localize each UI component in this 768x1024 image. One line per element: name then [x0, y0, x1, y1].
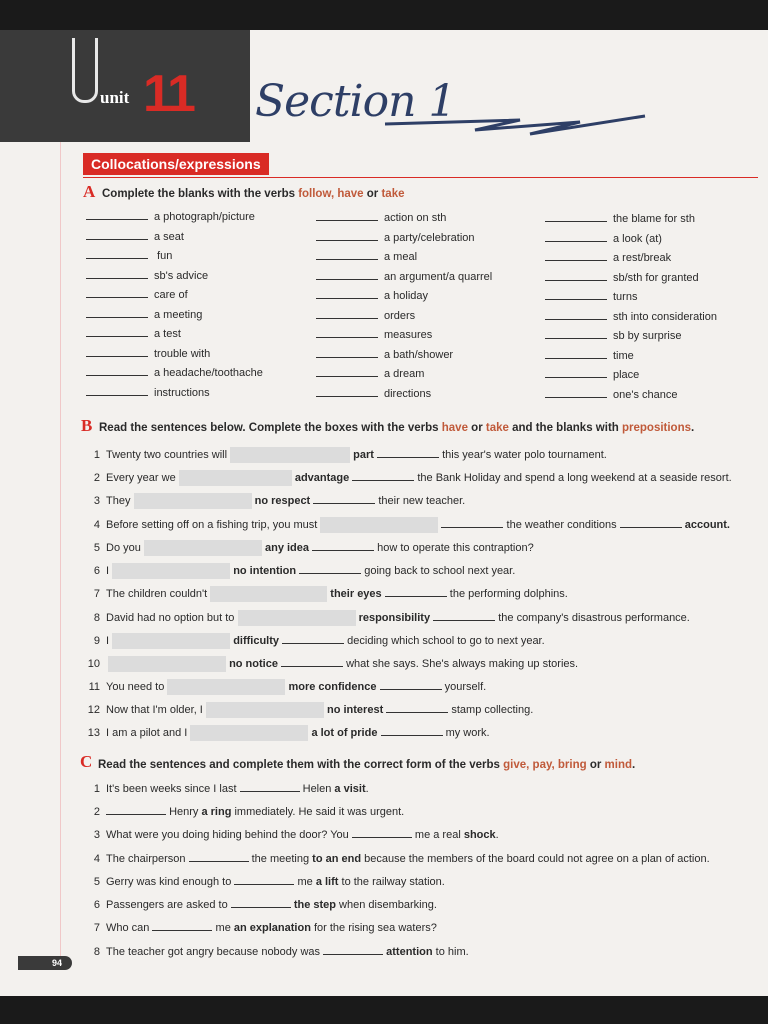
collocation-row — [545, 308, 717, 328]
answer-box[interactable] — [320, 517, 438, 533]
answer-blank[interactable] — [545, 386, 607, 398]
collocation-row — [86, 306, 263, 326]
answer-blank[interactable] — [323, 943, 383, 955]
answer-box[interactable] — [179, 470, 292, 486]
exercise-row — [82, 539, 534, 556]
answer-blank[interactable] — [316, 248, 378, 260]
exercise-row — [82, 943, 469, 958]
collocation-text: place — [613, 369, 640, 381]
exercise-row — [82, 826, 499, 841]
answer-box[interactable] — [134, 493, 252, 509]
exercise-row — [82, 724, 490, 741]
collocation-row — [316, 365, 492, 385]
answer-blank[interactable] — [86, 345, 148, 357]
collocation-text: sth into consideration — [613, 310, 717, 323]
item-text: immediately. He said it was urgent. — [231, 806, 405, 818]
exercise-row — [82, 469, 732, 486]
answer-box[interactable] — [144, 540, 262, 556]
answer-blank[interactable] — [152, 919, 212, 931]
answer-blank[interactable] — [377, 446, 439, 458]
collocation-text: sb/sth for granted — [613, 271, 699, 284]
collocation-text: a headache/toothache — [154, 367, 263, 379]
item-text: deciding which school to go to next year. — [347, 635, 545, 647]
answer-blank[interactable] — [316, 365, 378, 377]
answer-blank[interactable] — [386, 701, 448, 713]
answer-blank[interactable] — [545, 249, 607, 261]
exercise-row — [82, 919, 437, 934]
item-number: 1 — [93, 783, 100, 795]
item-text: Passengers are asked to — [106, 899, 228, 911]
item-text: my work. — [445, 727, 490, 739]
collocation-row — [316, 229, 492, 249]
item-text: I — [106, 635, 110, 647]
answer-blank[interactable] — [441, 516, 503, 528]
item-text: because the members of the board could not agree on a plan of action. — [361, 853, 710, 865]
unit-header-band — [0, 30, 250, 142]
item-bold-text: their eyes — [330, 588, 382, 600]
collocation-row — [86, 208, 263, 228]
item-text: what she says. She's always making up stories. — [346, 658, 579, 670]
collocation-text: instructions — [154, 386, 210, 399]
answer-blank[interactable] — [316, 287, 378, 299]
answer-blank[interactable] — [381, 724, 443, 736]
item-text: They — [106, 495, 131, 507]
collocation-text: a dream — [384, 368, 425, 380]
item-bold-text: a ring — [201, 806, 232, 818]
item-number: 2 — [93, 806, 100, 818]
collocation-text: a seat — [154, 230, 184, 243]
answer-blank[interactable] — [86, 286, 148, 298]
exercise-row — [82, 609, 690, 626]
answer-box[interactable] — [190, 725, 308, 741]
answer-blank[interactable] — [106, 803, 166, 815]
answer-blank[interactable] — [86, 384, 148, 396]
answer-blank[interactable] — [316, 268, 378, 280]
item-text: . — [365, 783, 369, 795]
item-bold-text: any idea — [264, 542, 310, 554]
item-bold-text: more confidence — [288, 681, 377, 693]
item-text: for the rising sea waters? — [310, 922, 437, 934]
exercise-row — [82, 655, 578, 672]
exercise-row — [82, 780, 369, 795]
answer-blank[interactable] — [189, 850, 249, 862]
collocation-row — [316, 248, 492, 268]
collocation-row — [545, 327, 717, 347]
answer-blank[interactable] — [316, 385, 378, 397]
answer-blank[interactable] — [545, 366, 607, 378]
item-text: I am a pilot and I — [106, 727, 188, 739]
section-title: Section 1 — [255, 76, 456, 127]
answer-box[interactable] — [210, 586, 327, 602]
collocation-text: the blame for sth — [613, 213, 695, 225]
item-text: the company's disastrous performance. — [498, 612, 690, 624]
item-text: Who can — [106, 922, 150, 934]
collocation-row — [545, 288, 717, 308]
collocation-text: turns — [613, 291, 638, 303]
scribble-underline-icon — [380, 112, 650, 142]
item-text: You need to — [106, 681, 165, 693]
answer-blank[interactable] — [620, 516, 682, 528]
item-text: stamp collecting. — [451, 704, 534, 716]
item-text: . — [495, 829, 499, 841]
item-number: 4 — [93, 853, 100, 865]
collocation-text: orders — [384, 309, 416, 322]
answer-blank[interactable] — [316, 209, 378, 221]
item-bold-text: no interest — [327, 704, 384, 716]
section-b-letter: B — [81, 416, 93, 435]
item-text: Gerry was kind enough to — [106, 876, 232, 888]
item-number: 7 — [93, 922, 100, 934]
collocation-row — [316, 307, 492, 327]
answer-blank[interactable] — [86, 306, 148, 318]
exercise-row — [82, 896, 437, 911]
item-text: to him. — [432, 946, 469, 958]
answer-blank[interactable] — [299, 562, 361, 574]
section-c-instruction: Read the sentences and complete them with the correct form of the verbs give, pay, bring or mind. — [98, 759, 636, 771]
collocation-row — [86, 364, 263, 384]
answer-blank[interactable] — [316, 229, 378, 241]
answer-box[interactable] — [108, 656, 226, 672]
item-bold-text: an explanation — [233, 922, 311, 934]
answer-blank[interactable] — [545, 327, 607, 339]
answer-blank[interactable] — [312, 539, 374, 551]
item-text: Helen — [302, 783, 335, 795]
section-a-instruction: Complete the blanks with the verbs follow, have or take — [102, 188, 405, 200]
item-text: The children couldn't — [106, 588, 208, 600]
answer-blank[interactable] — [316, 326, 378, 338]
item-text: going back to school next year. — [364, 565, 516, 577]
collocation-row — [86, 247, 263, 267]
item-bold-text: no respect — [254, 495, 311, 507]
item-text: when disembarking. — [336, 899, 437, 911]
answer-blank[interactable] — [86, 228, 148, 240]
answer-blank[interactable] — [86, 208, 148, 220]
item-bold-text: advantage — [294, 472, 350, 484]
answer-blank[interactable] — [86, 325, 148, 337]
answer-blank[interactable] — [281, 655, 343, 667]
item-bold-text: attention — [386, 946, 433, 958]
collocation-text: care of — [154, 289, 188, 301]
answer-blank[interactable] — [545, 288, 607, 300]
item-text: the Bank Holiday and spend a long weekend at a seaside resort. — [417, 472, 732, 484]
answer-blank[interactable] — [86, 364, 148, 376]
page-number: 94 — [18, 956, 72, 970]
item-text: It's been weeks since I last — [106, 783, 237, 795]
collocation-text: trouble with — [154, 347, 211, 360]
item-number: 7 — [93, 588, 100, 600]
item-number: 2 — [93, 472, 100, 484]
answer-blank[interactable] — [545, 347, 607, 359]
exercise-row — [82, 850, 710, 865]
collocation-text: a party/celebration — [384, 231, 475, 244]
item-number: 6 — [93, 565, 100, 577]
item-number: 8 — [93, 946, 100, 958]
answer-blank[interactable] — [231, 896, 291, 908]
item-bold-text: a lot of pride — [311, 727, 378, 739]
collocation-row — [86, 345, 263, 365]
collocation-text: a test — [154, 328, 181, 340]
item-number: 1 — [93, 449, 100, 461]
exercise-row — [82, 446, 607, 463]
item-number: 10 — [87, 658, 100, 670]
collocation-text: measures — [384, 329, 433, 341]
collocation-text: a meal — [384, 251, 418, 263]
item-bold-text: difficulty — [233, 635, 280, 647]
answer-blank[interactable] — [86, 267, 148, 279]
section-b-instruction: Read the sentences below. Complete the boxes with the verbs have or take and the blanks with prepositions. — [99, 422, 695, 434]
collocation-text: sb by surprise — [613, 330, 682, 342]
item-text: me — [297, 876, 316, 888]
answer-blank[interactable] — [234, 873, 294, 885]
exercise-row — [82, 632, 545, 649]
unit-number: 11 — [143, 65, 194, 123]
answer-blank[interactable] — [240, 780, 300, 792]
collocation-text: a look (at) — [613, 232, 662, 245]
item-bold-text: a lift — [315, 876, 339, 888]
item-text: to the railway station. — [338, 876, 445, 888]
banner-rule — [83, 177, 758, 178]
item-text: Twenty two countries will — [106, 449, 228, 461]
item-bold-text: account. — [684, 519, 730, 531]
answer-box[interactable] — [238, 610, 356, 626]
answer-blank[interactable] — [545, 269, 607, 281]
answer-blank[interactable] — [352, 826, 412, 838]
item-text: this year's water polo tournament. — [442, 449, 607, 461]
margin-line — [60, 120, 61, 960]
item-text: The teacher got angry because nobody was — [106, 946, 321, 958]
answer-blank[interactable] — [86, 247, 148, 259]
collocation-row — [316, 287, 492, 307]
collocation-row — [316, 268, 492, 288]
item-bold-text: to an end — [312, 853, 362, 865]
exercise-row — [82, 678, 486, 695]
collocation-text: a holiday — [384, 290, 429, 302]
collocation-text: a photograph/picture — [154, 211, 255, 223]
collocations-banner: Collocations/expressions — [83, 153, 269, 175]
paperclip-icon — [72, 38, 98, 103]
item-bold-text: responsibility — [358, 612, 431, 624]
answer-box[interactable] — [230, 447, 350, 463]
section-c-letter: C — [80, 752, 93, 771]
item-text: the meeting — [251, 853, 313, 865]
exercise-row — [82, 516, 730, 533]
answer-blank[interactable] — [316, 307, 378, 319]
item-text: me a real — [414, 829, 464, 841]
collocation-row — [86, 228, 263, 248]
answer-blank[interactable] — [316, 346, 378, 358]
answer-box[interactable] — [112, 563, 230, 579]
collocation-text: a bath/shower — [384, 348, 454, 361]
exercise-row — [82, 803, 404, 818]
exercise-row — [82, 873, 445, 888]
collocation-row — [86, 384, 263, 404]
collocation-row — [545, 210, 717, 230]
collocation-row — [316, 209, 492, 229]
item-text: Every year we — [106, 472, 176, 484]
answer-blank[interactable] — [313, 492, 375, 504]
item-number: 3 — [93, 829, 100, 841]
collocation-text: action on sth — [384, 212, 447, 224]
collocation-row — [86, 325, 263, 345]
collocation-row — [545, 366, 717, 386]
answer-blank[interactable] — [433, 609, 495, 621]
collocation-text: a rest/break — [613, 252, 672, 264]
collocation-text: directions — [384, 387, 432, 400]
section-a-column-2 — [316, 209, 492, 404]
section-a-column-1 — [86, 208, 263, 403]
collocation-row — [316, 346, 492, 366]
item-bold-text: a visit — [334, 783, 366, 795]
item-number: 4 — [93, 519, 100, 531]
collocation-row — [545, 386, 717, 406]
collocation-text: one's chance — [613, 388, 678, 401]
section-a-column-3 — [545, 210, 717, 405]
answer-blank[interactable] — [352, 469, 414, 481]
collocation-row — [316, 385, 492, 405]
item-number: 6 — [93, 899, 100, 911]
collocation-row — [545, 347, 717, 367]
item-text: Do you — [106, 542, 141, 554]
exercise-row — [82, 562, 515, 579]
collocation-row — [545, 230, 717, 250]
collocation-row — [86, 286, 263, 306]
collocation-row — [545, 269, 717, 289]
item-text: their new teacher. — [378, 495, 466, 507]
item-number: 11 — [88, 681, 100, 693]
answer-blank[interactable] — [385, 585, 447, 597]
item-text: the performing dolphins. — [449, 588, 568, 600]
item-text: Now that I'm older, I — [106, 704, 203, 716]
answer-blank[interactable] — [545, 210, 607, 222]
item-text: yourself. — [444, 681, 487, 693]
item-bold-text: no intention — [233, 565, 297, 577]
item-number: 5 — [93, 542, 100, 554]
item-bold-text: shock — [463, 829, 496, 841]
item-text: Before setting off on a fishing trip, you must — [106, 519, 318, 531]
item-bold-text: part — [353, 449, 374, 461]
item-text: the weather conditions — [506, 519, 617, 531]
answer-box[interactable] — [112, 633, 230, 649]
collocation-text: a meeting — [154, 308, 203, 321]
exercise-row — [82, 492, 465, 509]
item-text: me — [215, 922, 234, 934]
item-text: The chairperson — [106, 853, 186, 865]
answer-box[interactable] — [167, 679, 285, 695]
section-a-letter: A — [83, 182, 96, 201]
item-text: I — [106, 565, 110, 577]
collocation-row — [545, 249, 717, 269]
item-text: Henry — [169, 806, 202, 818]
collocation-row — [316, 326, 492, 346]
item-text: how to operate this contraption? — [377, 542, 534, 554]
item-number: 3 — [93, 495, 100, 507]
collocation-text: time — [613, 349, 634, 362]
item-number: 12 — [87, 704, 100, 716]
item-number: 9 — [93, 635, 100, 647]
answer-blank[interactable] — [545, 230, 607, 242]
collocation-row — [86, 267, 263, 287]
unit-label: unit — [100, 88, 130, 107]
answer-blank[interactable] — [282, 632, 344, 644]
answer-box[interactable] — [206, 702, 324, 718]
answer-blank[interactable] — [380, 678, 442, 690]
item-bold-text: no notice — [229, 658, 278, 670]
item-number: 5 — [93, 876, 100, 888]
item-number: 8 — [93, 612, 100, 624]
item-bold-text: the step — [293, 899, 336, 911]
exercise-row — [82, 701, 533, 718]
item-number: 13 — [87, 727, 100, 739]
item-text: David had no option but to — [106, 612, 235, 624]
collocation-text: an argument/a quarrel — [384, 270, 493, 283]
item-text: What were you doing hiding behind the door? You — [106, 829, 349, 841]
exercise-row — [82, 585, 568, 602]
collocation-text: sb's advice — [154, 269, 209, 282]
collocation-text: fun — [154, 250, 173, 262]
answer-blank[interactable] — [545, 308, 607, 320]
